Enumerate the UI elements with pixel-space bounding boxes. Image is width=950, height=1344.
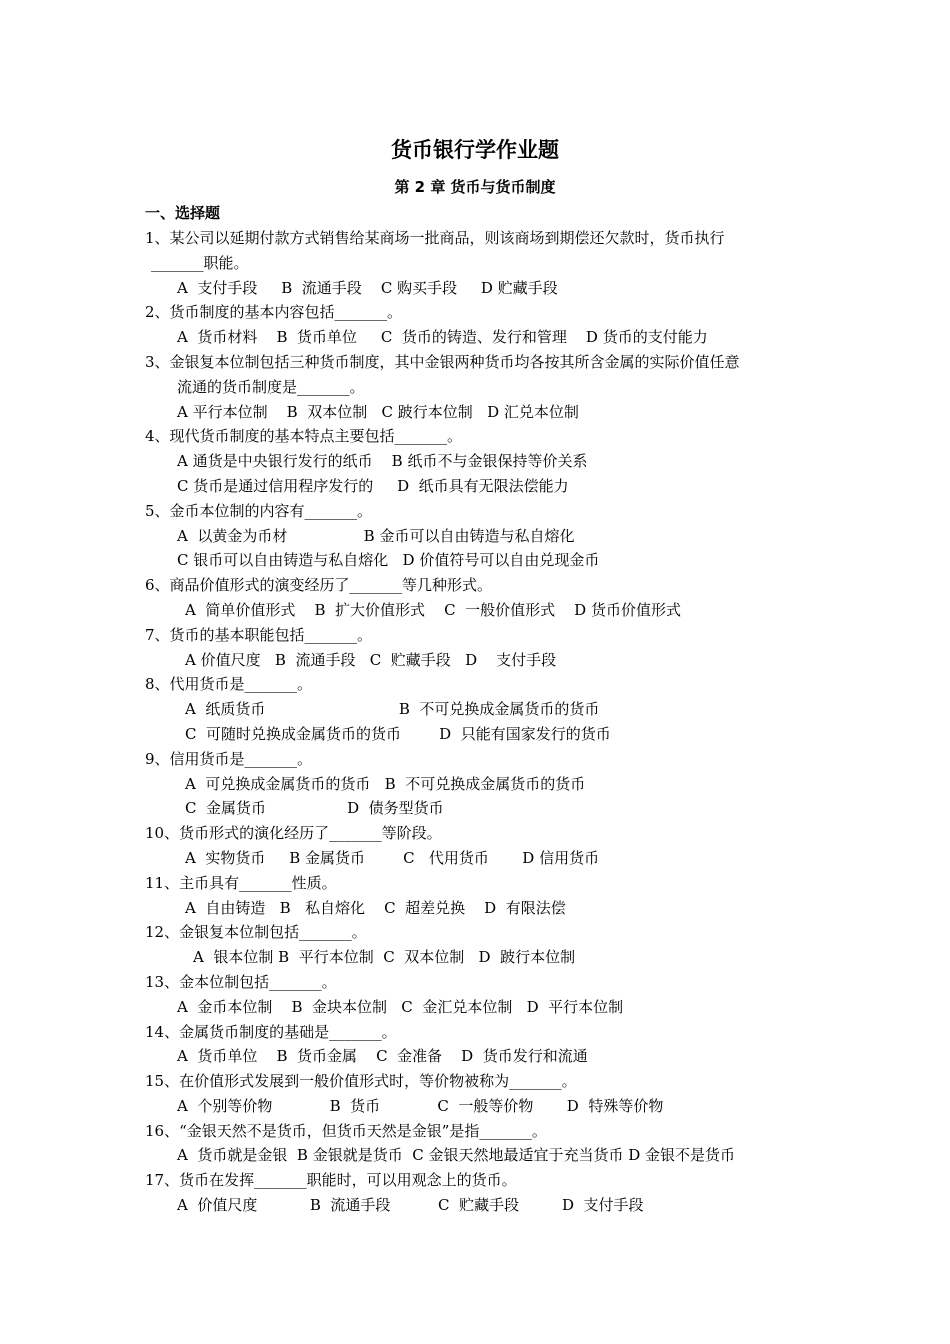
- answer-options: A 金币本位制 B 金块本位制 C 金汇兑本位制 D 平行本位制: [177, 997, 624, 1016]
- answer-options: A 货币就是金银 B 金银就是货币 C 金银天然地最适宜于充当货币 D 金银不是货币: [177, 1146, 736, 1165]
- answer-options: C 银币可以自由铸造与私自熔化 D 价值符号可以自由兑现金币: [177, 551, 600, 570]
- question-item: [145, 871, 845, 921]
- question-stem: 8、代用货币是_______。: [145, 675, 313, 694]
- question-stem: 9、信用货币是_______。: [145, 749, 313, 768]
- question-list: [145, 226, 845, 1218]
- question-stem: 17、货币在发挥_______职能时，可以用观念上的货币。: [145, 1171, 517, 1190]
- answer-options: A 货币单位 B 货币金属 C 金准备 D 货币发行和流通: [177, 1047, 588, 1066]
- question-stem: 14、金属货币制度的基础是_______。: [145, 1022, 397, 1041]
- answer-options: A 货币材料 B 货币单位 C 货币的铸造、发行和管理 D 货币的支付能力: [177, 328, 708, 347]
- question-item: [145, 300, 845, 350]
- answer-options: A 简单价值形式 B 扩大价值形式 C 一般价值形式 D 货币价值形式: [185, 600, 681, 619]
- question-stem: 12、金银复本位制包括_______。: [145, 923, 367, 942]
- section-heading: 一、选择题: [145, 204, 221, 222]
- answer-options: A 以黄金为币材 B 金币可以自由铸造与私自熔化: [177, 526, 575, 545]
- question-item: [145, 821, 845, 871]
- answer-options: A 价值尺度 B 流通手段 C 贮藏手段 D 支付手段: [185, 650, 557, 669]
- question-stem: 1、某公司以延期付款方式销售给某商场一批商品，则该商场到期偿还欠款时，货币执行: [145, 229, 725, 247]
- answer-options: C 货币是通过信用程序发行的 D 纸币具有无限法偿能力: [177, 476, 569, 495]
- question-item: [145, 350, 845, 424]
- question-stem: 11、主币具有_______性质。: [145, 873, 337, 892]
- question-item: [145, 1119, 845, 1169]
- answer-options: A 银本位制 B 平行本位制 C 双本位制 D 跛行本位制: [193, 948, 576, 967]
- answer-options: A 价值尺度 B 流通手段 C 贮藏手段 D 支付手段: [177, 1196, 644, 1215]
- question-item: [145, 499, 845, 573]
- answer-options: A 自由铸造 B 私自熔化 C 超差兑换 D 有限法偿: [185, 898, 566, 917]
- question-item: [145, 226, 845, 300]
- answer-options: A 可兑换成金属货币的货币 B 不可兑换成金属货币的货币: [185, 774, 586, 793]
- answer-options: A 纸质货币 B 不可兑换成金属货币的货币: [185, 700, 600, 719]
- chapter-heading: 第 2 章 货币与货币制度: [394, 178, 556, 196]
- document-title: 货币银行学作业题: [391, 138, 559, 162]
- question-stem: 6、商品价值形式的演变经历了_______等几种形式。: [145, 576, 493, 595]
- question-item: [145, 920, 845, 970]
- answer-options: C 金属货币 D 债务型货币: [185, 799, 444, 818]
- question-stem: 13、金本位制包括_______。: [145, 972, 337, 991]
- answer-options: A 平行本位制 B 双本位制 C 跛行本位制 D 汇兑本位制: [177, 402, 579, 421]
- answer-options: A 通货是中央银行发行的纸币 B 纸币不与金银保持等价关系: [177, 452, 588, 471]
- question-item: [145, 573, 845, 623]
- question-item: [145, 424, 845, 498]
- question-item: [145, 1069, 845, 1119]
- question-item: [145, 747, 845, 821]
- question-stem-continued: _______职能。: [151, 253, 249, 272]
- question-item: [145, 1020, 845, 1070]
- question-item: [145, 970, 845, 1020]
- question-item: [145, 1168, 845, 1218]
- answer-options: C 可随时兑换成金属货币的货币 D 只能有国家发行的货币: [185, 724, 611, 743]
- question-stem: 15、在价值形式发展到一般价值形式时，等价物被称为_______。: [145, 1072, 577, 1091]
- question-item: [145, 672, 845, 746]
- question-stem: 4、现代货币制度的基本特点主要包括_______。: [145, 427, 463, 446]
- question-stem: 5、金币本位制的内容有_______。: [145, 501, 373, 520]
- question-item: [145, 623, 845, 673]
- question-stem-continued: 流通的货币制度是_______。: [177, 377, 365, 396]
- question-stem: 7、货币的基本职能包括_______。: [145, 625, 373, 644]
- answer-options: A 个别等价物 B 货币 C 一般等价物 D 特殊等价物: [177, 1096, 664, 1115]
- question-stem: 16、“金银天然不是货币，但货币天然是金银”是指_______。: [145, 1121, 547, 1140]
- question-stem: 10、货币形式的演化经历了_______等阶段。: [145, 824, 442, 843]
- answer-options: A 支付手段 B 流通手段 C 购买手段 D 贮藏手段: [177, 278, 558, 297]
- answer-options: A 实物货币 B 金属货币 C 代用货币 D 信用货币: [185, 848, 600, 867]
- question-stem: 2、货币制度的基本内容包括_______。: [145, 303, 403, 322]
- question-stem: 3、金银复本位制包括三种货币制度，其中金银两种货币均各按其所含金属的实际价值任意: [145, 352, 740, 371]
